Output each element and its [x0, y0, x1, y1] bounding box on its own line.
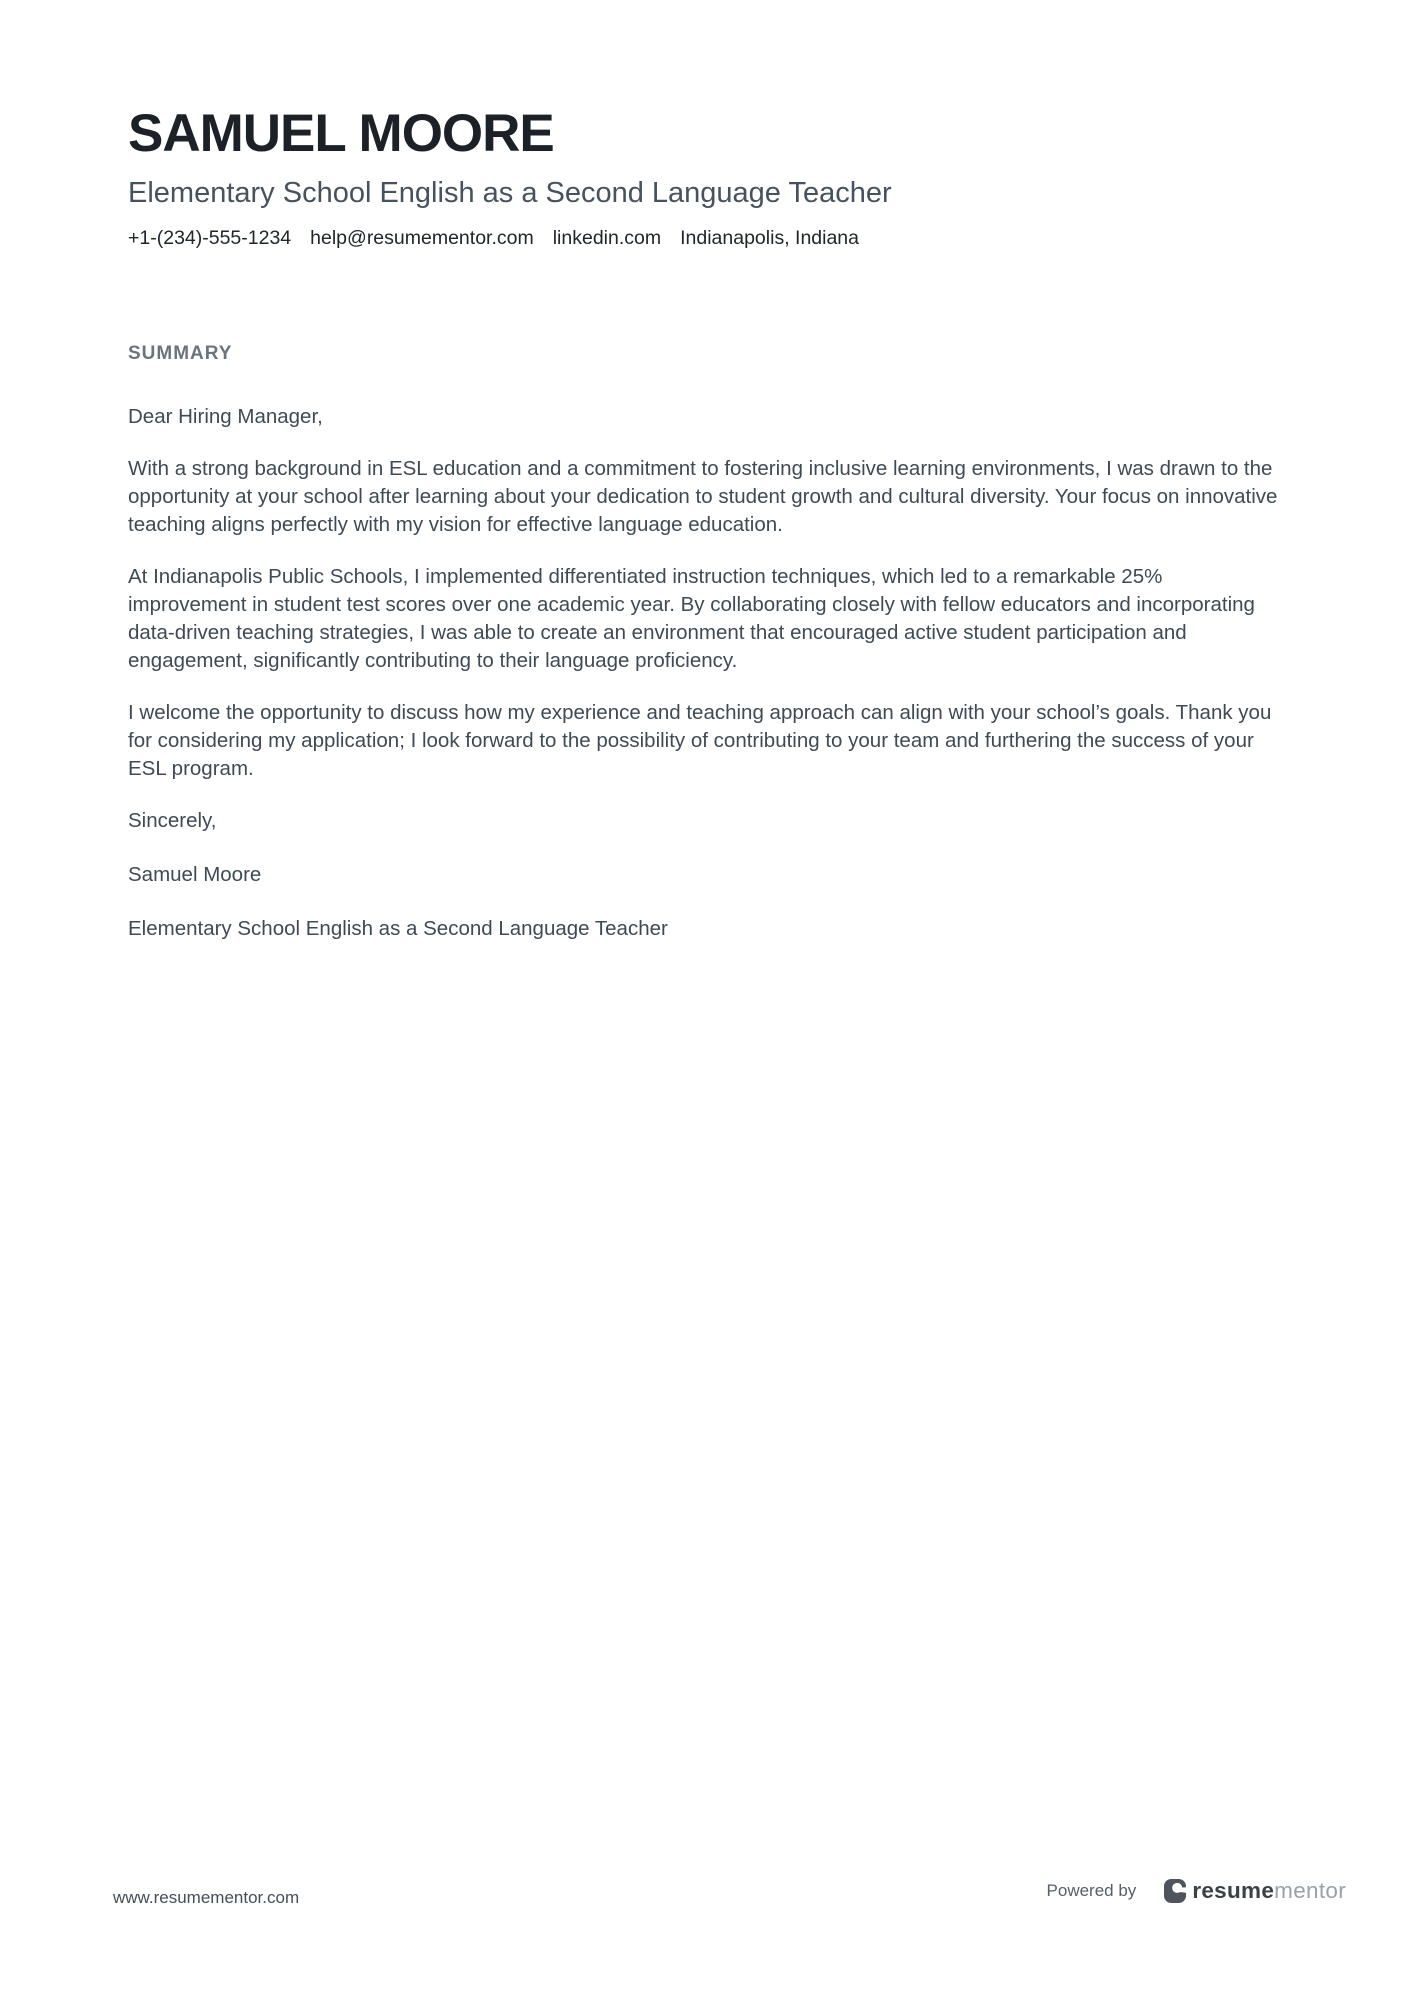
signature-name: Samuel Moore	[128, 863, 262, 887]
contact-email[interactable]: help@resumementor.com	[310, 227, 534, 250]
candidate-role-title: Elementary School English as a Second Language Teacher	[128, 176, 892, 209]
resumementor-brand-link[interactable]	[1164, 1878, 1346, 1904]
salutation: Dear Hiring Manager,	[128, 405, 323, 429]
contact-row	[128, 227, 1285, 250]
brand-text-bold: resume	[1192, 1878, 1275, 1903]
letter-paragraph: I welcome the opportunity to discuss how my experience and teaching approach can align with your school’s goals. Thank you for considering my application; I look forward to the possibility of contributing to your team and furthering the success of your ESL program.	[128, 701, 1272, 781]
contact-linkedin[interactable]: linkedin.com	[552, 227, 662, 250]
powered-by-block	[1047, 1878, 1346, 1904]
letter-paragraph: With a strong background in ESL education and a commitment to fostering inclusive learning environments, I was drawn to the opportunity at your school after learning about your dedication to student growth and cultural diversity. Your focus on innovative teaching aligns perfectly with my vision for effective language education.	[128, 457, 1278, 537]
candidate-name: SAMUEL MOORE	[128, 104, 554, 163]
resumementor-logo-icon	[1164, 1879, 1186, 1903]
footer-website-link[interactable]: www.resumementor.com	[113, 1888, 300, 1907]
brand-text-light: mentor	[1274, 1878, 1346, 1903]
summary-section	[128, 343, 1285, 943]
contact-phone: +1-(234)-555-1234	[128, 227, 292, 250]
page-footer	[0, 1878, 1410, 1928]
contact-location: Indianapolis, Indiana	[680, 227, 859, 250]
letter-paragraph: At Indianapolis Public Schools, I implemented differentiated instruction techniques, which led to a remarkable 25% improvement in student test scores over one academic year. By collaborating closely with fellow educators and incorporating data-driven teaching strategies, I was able to create an environment that encouraged active student participation and engagement, significantly contributing to their language proficiency.	[128, 565, 1255, 673]
letter-content	[0, 0, 1410, 943]
letter-body	[128, 403, 1285, 943]
powered-by-label: Powered by	[1046, 1881, 1137, 1900]
closing-salutation: Sincerely,	[128, 809, 217, 833]
signature-role: Elementary School English as a Second Language Teacher	[128, 917, 668, 941]
letter-header	[128, 102, 1285, 250]
summary-heading: SUMMARY	[128, 343, 233, 365]
